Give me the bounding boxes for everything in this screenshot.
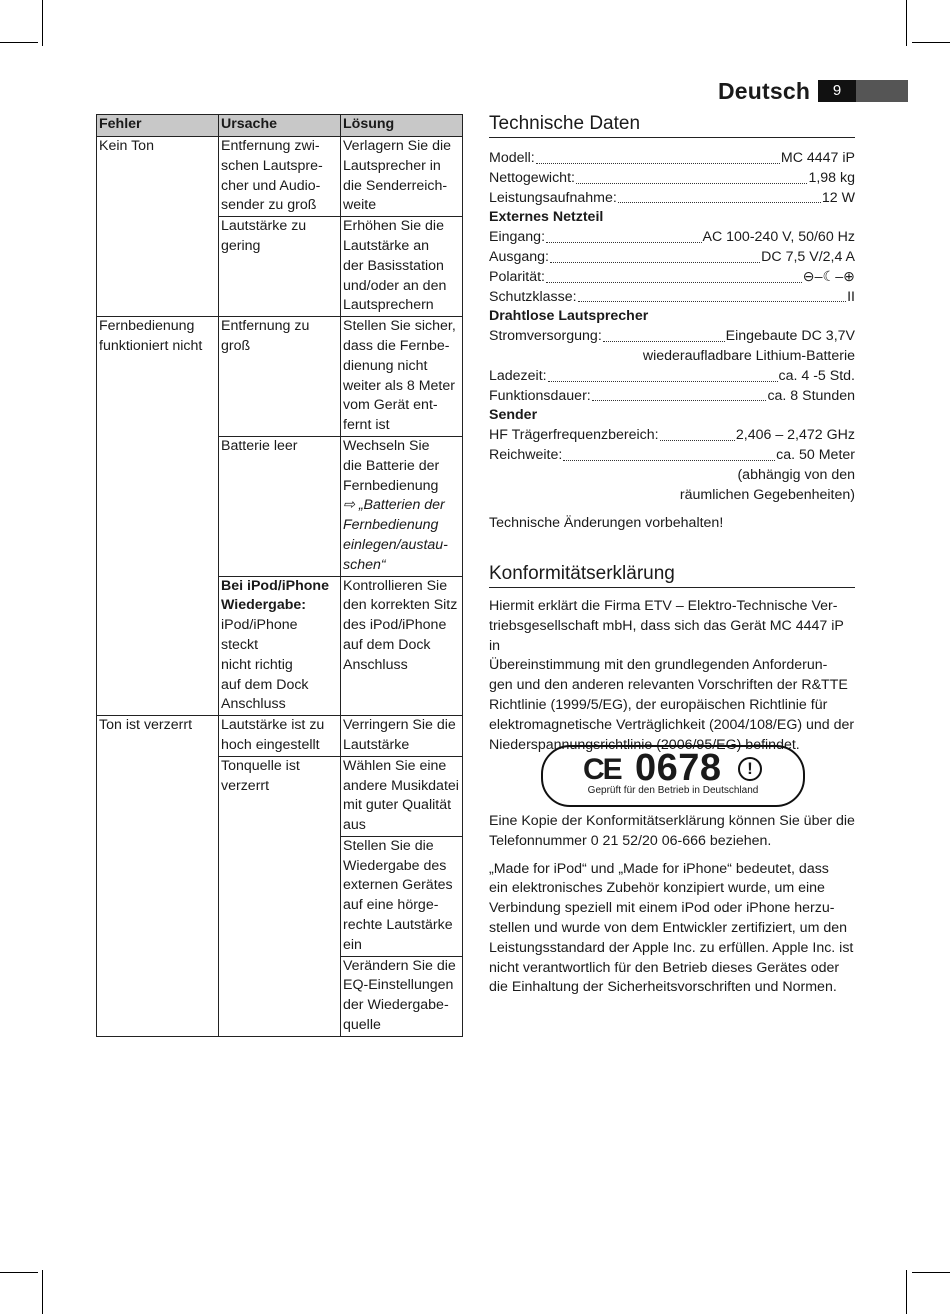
leader-dots	[578, 288, 847, 303]
spec-value: ca. 50 Meter	[776, 446, 855, 463]
ursache-text: Tonquelle ist verzerrt	[221, 757, 300, 794]
column-header-fehler: Fehler	[97, 115, 219, 137]
leader-dots	[536, 149, 780, 164]
spec-ausgang	[489, 248, 855, 268]
spec-reichweite	[489, 446, 855, 466]
ursache-cell	[219, 137, 341, 217]
loesung-cell	[341, 756, 463, 836]
loesung-text: Wählen Sie eine andere Musikdatei mit guter Qualität aus	[343, 757, 459, 834]
spec-label: Ladezeit:	[489, 367, 547, 384]
loesung-cell	[341, 317, 463, 437]
loesung-text: Erhöhen Sie die Lautstärke an der Basisstation und/oder an den Lautsprechern	[343, 218, 447, 314]
loesung-cell	[341, 836, 463, 956]
spec-label: HF Trägerfrequenzbereich:	[489, 427, 659, 444]
column-header-ursache: Ursache	[219, 115, 341, 137]
spec-value: DC 7,5 V/2,4 A	[761, 248, 855, 265]
troubleshooting-table	[96, 114, 463, 1037]
leader-dots	[618, 189, 821, 204]
conformity-paragraph: Hiermit erklärt die Firma ETV – Elektro-Technische Ver- triebsgesellschaft mbH, dass sich das Gerät MC 4447 iP in Übereinstimmung mit den grundlegenden Anforderun- gen und den anderen relevanten Vorschriften der R&TTE Richtlinie (1999/5/EG), der europäischen Richtlinie für elektromagnetische Verträglichkeit (2004/108/EG) und der Niederspannungsrichtlinie (2006/95/EG) befindet.	[489, 598, 855, 753]
crop-mark	[42, 0, 43, 46]
spec-stromversorgung	[489, 327, 855, 347]
spec-heading-sender: Sender	[489, 407, 538, 424]
spec-polaritaet	[489, 268, 855, 288]
tech-changes-note: Technische Änderungen vorbehalten!	[489, 515, 724, 532]
conformity-title: Konformitätserklärung	[489, 562, 855, 588]
leader-dots	[546, 228, 701, 243]
fehler-cell	[97, 716, 219, 1037]
crop-mark	[42, 1270, 43, 1314]
ursache-text: Batterie leer	[221, 437, 298, 454]
spec-value: II	[847, 288, 855, 305]
spec-value: 1,98 kg	[808, 169, 855, 186]
loesung-text: Kontrollieren Sie den korrekten Sitz des iPod/iPhone auf dem Dock Anschluss	[343, 577, 458, 673]
fehler-cell	[97, 317, 219, 716]
column-header-loesung: Lösung	[341, 115, 463, 137]
table-header-row	[97, 115, 463, 137]
fehler-cell	[97, 137, 219, 317]
leader-dots	[603, 327, 725, 342]
leader-dots	[576, 169, 807, 184]
spec-value: ca. 4 -5 Std.	[778, 367, 855, 384]
loesung-text: Verändern Sie die EQ-Einstellungen der Wiedergabe- quelle	[343, 957, 456, 1034]
ursache-text: Lautstärke ist zu hoch eingestellt	[221, 717, 325, 753]
ce-approval-text: Geprüft für den Betrieb in Deutschland	[587, 785, 759, 796]
table-row	[97, 137, 463, 217]
page-language-title: Deutsch	[718, 78, 811, 104]
spec-funktionsdauer	[489, 387, 855, 407]
spec-label: Funktionsdauer:	[489, 387, 591, 404]
spec-eingang	[489, 228, 855, 248]
spec-label: Stromversorgung:	[489, 328, 602, 345]
spec-heading-lautsprecher: Drahtlose Lautsprecher	[489, 308, 649, 325]
leader-dots	[550, 248, 760, 263]
leader-dots	[546, 268, 802, 283]
loesung-text: Wechseln Sie die Batterie der Fernbedienung	[343, 437, 440, 494]
crop-mark	[906, 1270, 907, 1314]
page-number: 9	[818, 80, 856, 102]
spec-schutzklasse	[489, 288, 855, 308]
spec-value: 12 W	[821, 189, 855, 206]
spec-value-continued: (abhängig von den	[737, 466, 855, 483]
spec-label: Schutzklasse:	[489, 288, 577, 305]
loesung-text: Verringern Sie die Lautstärke	[343, 717, 456, 753]
conformity-copy-paragraph: Eine Kopie der Konformitätserklärung können Sie über die Telefonnummer 0 21 52/20 06-666 beziehen.	[489, 813, 855, 849]
spec-label: Ausgang:	[489, 248, 549, 265]
crop-mark	[912, 42, 950, 43]
spec-value: 2,406 – 2,472 GHz	[735, 427, 855, 444]
loesung-text: Stellen Sie sicher, dass die Fernbe- dienung nicht weiter als 8 Meter vom Gerät ent- fernt ist	[343, 318, 456, 434]
tech-data-section	[489, 112, 855, 534]
spec-leistungsaufnahme	[489, 189, 855, 209]
spec-value: Eingebaute DC 3,7V	[725, 328, 855, 345]
loesung-cell	[341, 137, 463, 217]
spec-label: Eingang:	[489, 229, 546, 246]
leader-dots	[548, 367, 778, 382]
ursache-cell	[219, 756, 341, 1036]
spec-hf-bereich	[489, 426, 855, 446]
fehler-text: Kein Ton	[99, 138, 154, 154]
ursache-text: Entfernung zu groß	[221, 318, 310, 354]
ursache-cell	[219, 317, 341, 437]
spec-heading-netzteil: Externes Netzteil	[489, 209, 604, 226]
ursache-bold-text: Bei iPod/iPhone Wiedergabe:	[221, 577, 329, 614]
loesung-cell	[341, 217, 463, 317]
loesung-cell	[341, 436, 463, 576]
notified-body-number: 0678	[635, 747, 722, 789]
ursache-cell	[219, 576, 341, 716]
spec-value: MC 4447 iP	[780, 150, 855, 166]
spec-label: Reichweite:	[489, 446, 563, 463]
polarity-icon: ⊖–☾–⊕	[802, 268, 855, 285]
alert-sign-icon: !	[738, 757, 762, 781]
leader-dots	[563, 446, 775, 461]
spec-value-continued: räumlichen Gegebenheiten)	[679, 486, 855, 503]
tech-data-title: Technische Daten	[489, 112, 855, 138]
ursache-text: iPod/iPhone steckt nicht richtig auf dem Dock Anschluss	[221, 617, 309, 713]
spec-label: Leistungsaufnahme:	[489, 189, 617, 206]
conformity-copy-section	[489, 812, 855, 998]
spec-modell	[489, 149, 855, 169]
header-bar	[856, 80, 908, 102]
fehler-text: Fernbedienung funktioniert nicht	[99, 318, 203, 354]
crop-mark	[0, 1272, 38, 1273]
ce-mark-logo: CE	[583, 753, 621, 786]
ursache-text: Entfernung zwi- schen Lautspre- cher und Audio- sender zu groß	[221, 138, 323, 214]
crop-mark	[0, 42, 38, 43]
ursache-cell	[219, 217, 341, 317]
loesung-text: Stellen Sie die Wiedergabe des externen Gerätes auf eine hörge- rechte Lautstärke ein	[343, 837, 453, 953]
conformity-section	[489, 562, 855, 755]
spec-label: Nettogewicht:	[489, 169, 575, 186]
ursache-cell	[219, 436, 341, 576]
spec-nettogewicht	[489, 169, 855, 189]
crop-mark	[906, 0, 907, 46]
loesung-cell	[341, 576, 463, 716]
loesung-cell	[341, 716, 463, 757]
spec-label: Polarität:	[489, 268, 545, 285]
leader-dots	[592, 387, 767, 402]
spec-value-continued: wiederaufladbare Lithium-Batterie	[642, 347, 855, 364]
made-for-ipod-paragraph: „Made for iPod“ und „Made for iPhone“ bedeutet, dass ein elektronisches Zubehör konzipiert wurde, um eine Verbindung speziell mit einem iPod oder iPhone herzu- stellen und wurde von dem Entwickler zertifiziert, um den Leistungsstandard der Apple Inc. zu erfüllen. Apple Inc. ist nicht verantwortlich für den Betrieb dieses Gerätes oder die Einhaltung der Sicherheitsvorschriften und Normen.	[489, 860, 854, 996]
ce-marking-badge	[541, 745, 805, 807]
leader-dots	[660, 426, 735, 441]
spec-ladezeit	[489, 367, 855, 387]
ursache-text: Lautstärke zu gering	[221, 218, 307, 254]
loesung-text: Verlagern Sie die Lautsprecher in die Senderreich- weite	[343, 138, 452, 214]
spec-value: AC 100-240 V, 50/60 Hz	[702, 229, 855, 246]
fehler-text: Ton ist verzerrt	[99, 717, 193, 734]
cross-reference-link[interactable]: ⇨ „Batterien der Fernbedienung einlegen/austau- schen“	[343, 497, 448, 573]
loesung-cell	[341, 956, 463, 1036]
table-row	[97, 716, 463, 757]
ursache-cell	[219, 716, 341, 757]
spec-value: ca. 8 Stunden	[767, 387, 855, 404]
table-row	[97, 317, 463, 437]
crop-mark	[912, 1272, 950, 1273]
spec-label: Modell:	[489, 150, 535, 166]
